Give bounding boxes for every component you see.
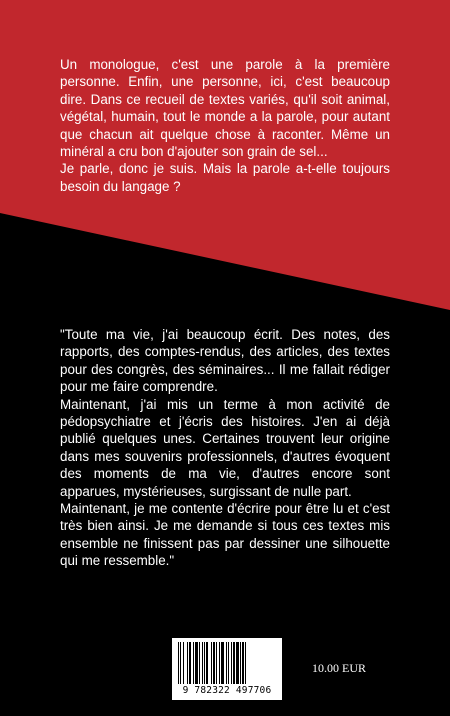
- barcode-bar: [211, 642, 212, 684]
- barcode-bar: [195, 642, 198, 684]
- isbn-barcode: [172, 638, 282, 700]
- quote-paragraph-2: Maintenant, j'ai mis un terme à mon activité de pédopsychiatre et j'écris des histoires. J'en ai déjà publié quelques unes. Certaines trouvent leur origine dans mes souvenirs professionnels, d'autres évoquent des moments de ma vie, d'autres encore sont apparues, mystérieuses, surgissant de nulle part.: [60, 396, 390, 499]
- barcode-bar: [202, 642, 203, 684]
- barcode-bar: [221, 642, 224, 684]
- barcode-bar: [193, 642, 194, 684]
- barcode-bar: [199, 642, 200, 684]
- barcode-bar: [242, 642, 244, 684]
- barcode-bar: [228, 642, 229, 684]
- barcode-bar: [213, 642, 215, 684]
- summary-paragraph-1: Un monologue, c'est une parole à la première personne. Enfin, une personne, ici, c'est beaucoup dire. Dans ce recueil de textes variés, qu'il soit animal, végétal, humain, tout le monde a la parole, pour autant que chacun ait quelque chose à raconter. Même un minéral a cru bon d'ajouter son grain de sel...: [60, 57, 390, 160]
- barcode-bar: [216, 642, 217, 684]
- summary-text: [60, 56, 390, 195]
- barcode-bar: [183, 642, 184, 684]
- barcode-bar: [231, 642, 232, 684]
- author-quote: [60, 326, 390, 570]
- barcode-bar: [206, 642, 208, 684]
- barcode-bar: [240, 642, 241, 684]
- barcode-bar: [180, 642, 181, 684]
- barcode-bar: [226, 642, 227, 684]
- quote-paragraph-3: Maintenant, je me contente d'écrire pour être lu et c'est très bien ainsi. Je me demande si tous ces textes mis ensemble ne finissent pas par dessiner une silhouette qui me ressemble.": [60, 501, 390, 569]
- summary-paragraph-2: Je parle, donc je suis. Mais la parole a-t-elle toujours besoin du langage ?: [60, 161, 390, 194]
- barcode-bar: [236, 642, 239, 684]
- barcode-bar: [204, 642, 205, 684]
- barcode-bars: [178, 642, 276, 684]
- barcode-bar: [219, 642, 220, 684]
- quote-paragraph-1: "Toute ma vie, j'ai beaucoup écrit. Des notes, des rapports, des comptes-rendus, des articles, des textes pour des congrès, des séminaires... Il me fallait rédiger pour me faire comprendre.: [60, 327, 390, 395]
- barcode-bar: [245, 642, 246, 684]
- barcode-bar: [178, 642, 179, 684]
- barcode-bar: [233, 642, 235, 684]
- barcode-bar: [187, 642, 188, 684]
- isbn-number: 9 782322 497706: [182, 685, 272, 696]
- barcode-bar: [189, 642, 191, 684]
- price-label: 10.00 EUR: [312, 661, 366, 675]
